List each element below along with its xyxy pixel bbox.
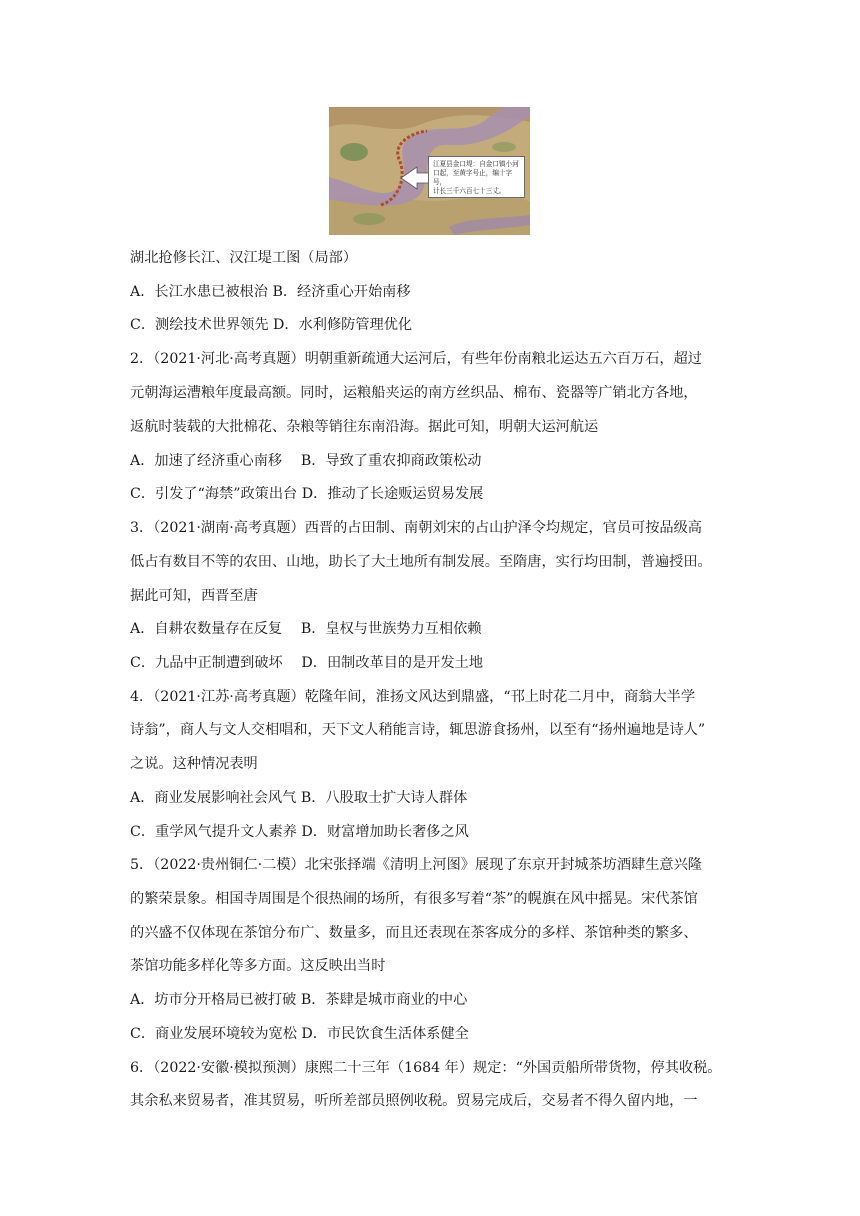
q2-option-row: A．加速了经济重心南移 B．导致了重农抑商政策松动 bbox=[130, 453, 482, 469]
q6-stem-line: 6．（2022·安徽·模拟预测）康熙二十三年（1684 年）规定：“外国贡船所带货物，停其收税。 bbox=[130, 1060, 722, 1076]
q5-option-row: C．商业发展环境较为宽松 D．市民饮食生活体系健全 bbox=[130, 1026, 469, 1042]
q4-stem-line: 4．（2021·江苏·高考真题）乾隆年间，淮扬文风达到鼎盛，“邗上时花二月中，商翁大半学 bbox=[130, 689, 696, 705]
callout-line: 计长三千六百七十三丈。 bbox=[433, 187, 506, 195]
q4-stem-line: 诗翁”，商人与文人交相唱和，天下文人稍能言诗，辄思游食扬州，以至有“扬州遍地是诗人” bbox=[130, 722, 706, 738]
q5-option-row: A．坊市分开格局已被打破 B．茶肆是城市商业的中心 bbox=[130, 992, 468, 1008]
callout-line: 江夏县金口堤：自金口镇小河 bbox=[433, 160, 519, 168]
q4-option-row: C．重学风气提升文人素养 D．财富增加助长奢侈之风 bbox=[130, 824, 469, 840]
figure-caption: 湖北抢修长江、汉江堤工图（局部） bbox=[130, 250, 358, 266]
q5-stem-line: 的兴盛不仅体现在茶馆分布广、数量多，而且还表现在茶客成分的多样、茶馆种类的繁多、 bbox=[130, 925, 698, 941]
q6-stem-line: 其余私来贸易者，准其贸易，听所差部员照例收税。贸易完成后，交易者不得久留内地，一 bbox=[130, 1093, 698, 1109]
q2-stem-line: 返航时装载的大批棉花、杂粮等销往东南沿海。据此可知，明朝大运河航运 bbox=[130, 419, 599, 435]
q3-option-row: C．九品中正制遭到破坏 D．田制改革目的是开发土地 bbox=[130, 655, 484, 671]
q3-option-row: A．自耕农数量存在反复 B．皇权与世族势力互相依赖 bbox=[130, 621, 482, 637]
q1-option-row: A．长江水患已被根治 B．经济重心开始南移 bbox=[130, 284, 411, 300]
q5-stem-line: 的繁荣景象。相国寺周围是个很热闹的场所，有很多写着“茶”的幌旗在风中摇晃。宋代茶馆 bbox=[130, 891, 698, 907]
q4-stem-line: 之说。这种情况表明 bbox=[130, 756, 258, 772]
q3-stem-line: 3．（2021·湖南·高考真题）西晋的占田制、南朝刘宋的占山护泽令均规定，官员可按品级高 bbox=[130, 520, 702, 536]
q1-option-row: C．测绘技术世界领先 D．水利修防管理优化 bbox=[130, 317, 413, 333]
q4-option-row: A．商业发展影响社会风气 B．八股取士扩大诗人群体 bbox=[130, 790, 468, 806]
q2-option-row: C．引发了“海禁”政策出台 D．推动了长途贩运贸易发展 bbox=[130, 486, 484, 502]
q5-stem-line: 5．（2022·贵州铜仁·二模）北宋张择端《清明上河图》展现了东京开封城茶坊酒肆生意兴隆 bbox=[130, 857, 702, 873]
q5-stem-line: 茶馆功能多样化等多方面。这反映出当时 bbox=[130, 958, 386, 974]
map-callout bbox=[428, 156, 525, 198]
q2-stem-line: 2．（2021·河北·高考真题）明朝重新疏通大运河后，有些年份南粮北运达五六百万石，超过 bbox=[130, 351, 702, 367]
q2-stem-line: 元朝海运漕粮年度最高额。同时，运粮船夹运的南方丝织品、棉布、瓷器等广销北方各地， bbox=[130, 385, 698, 401]
q3-stem-line: 低占有数目不等的农田、山地，助长了大土地所有制发展。至隋唐，实行均田制，普遍授田。 bbox=[130, 554, 712, 570]
q3-stem-line: 据此可知，西晋至唐 bbox=[130, 588, 258, 604]
callout-line: 口起，至黄字号止，编十字号， bbox=[433, 169, 513, 186]
